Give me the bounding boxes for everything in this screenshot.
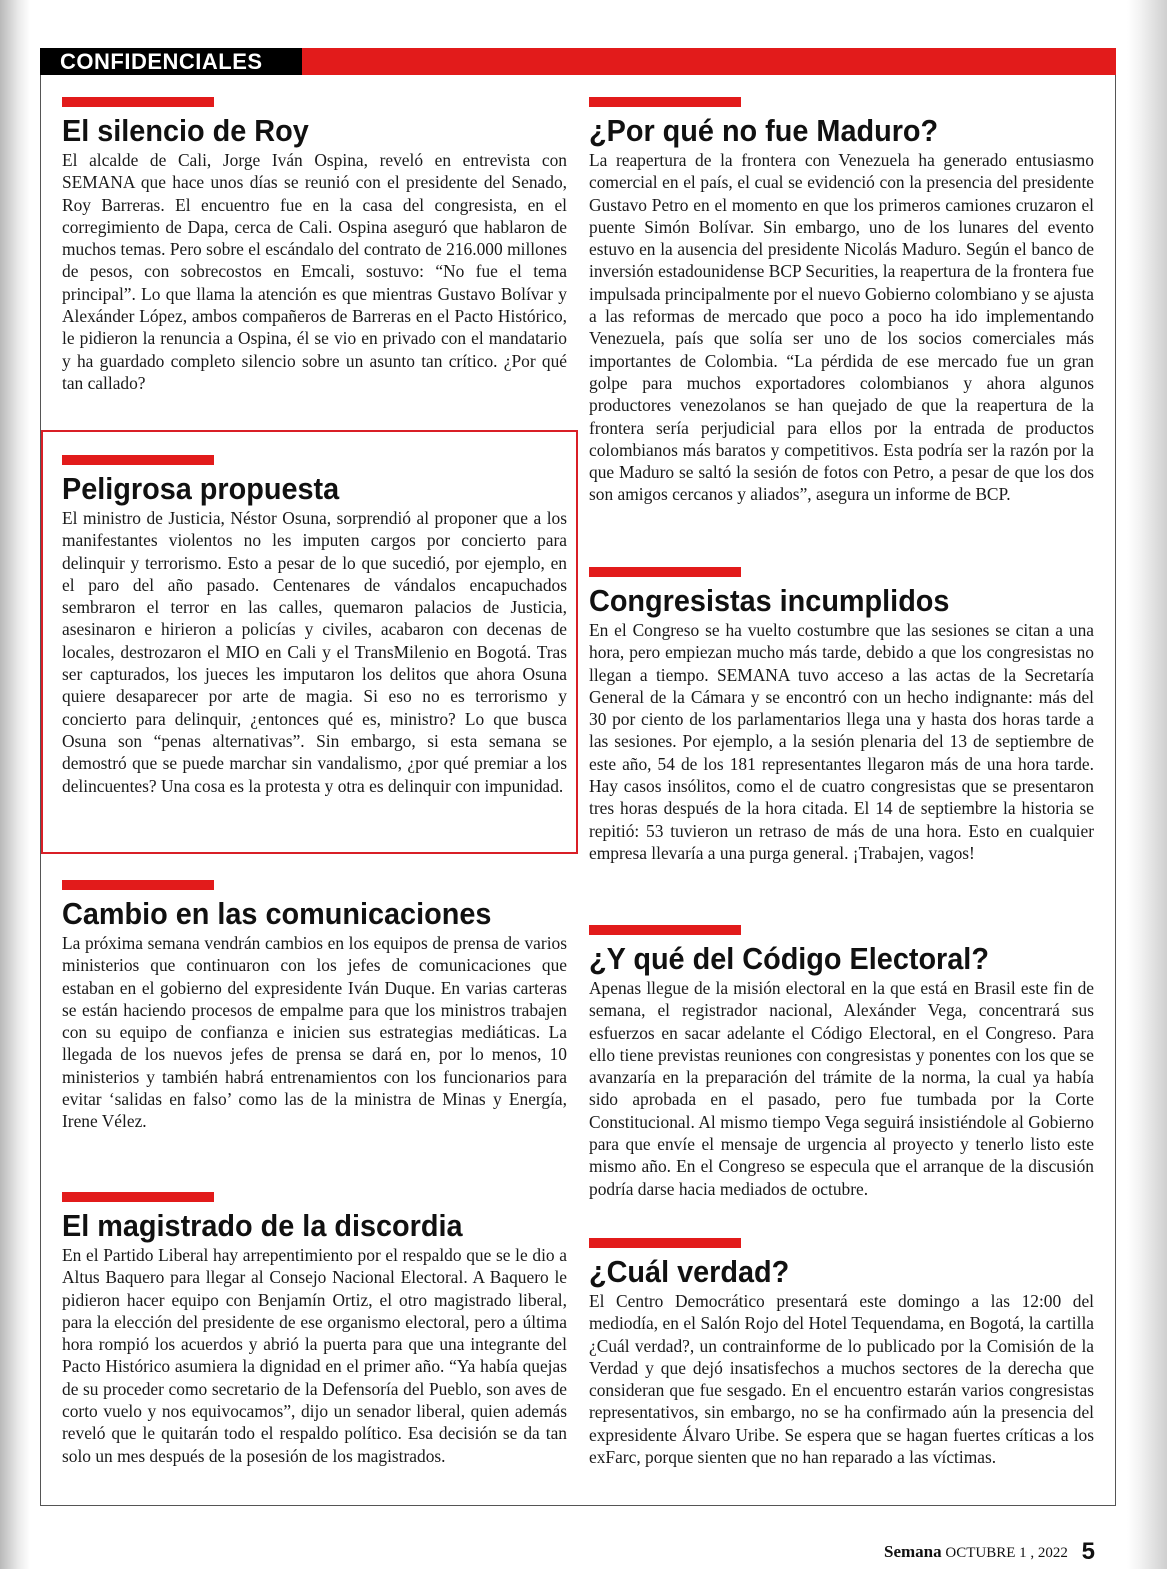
page-right-shadow [1127,0,1167,1569]
article-title: El magistrado de la discordia [62,1208,463,1243]
article-title: Congresistas incumplidos [589,583,950,618]
magazine-name: Semana [884,1542,942,1561]
article-accent-bar [589,567,741,577]
article-por-que-no-fue-maduro [589,97,1094,506]
article-title: Cambio en las comunicaciones [62,896,492,931]
article-title: ¿Por qué no fue Maduro? [589,113,939,148]
article-cambio-comunicaciones [62,880,567,1133]
article-accent-bar [62,1192,214,1202]
article-body: El alcalde de Cali, Jorge Iván Ospina, reveló en entrevista con SEMANA que hace unos días se reunió con el presidente del Senado, Roy Barreras. El encuentro fue en la casa del congresista, en el corregimiento de Dapa, cerca de Cali. Ospina aseguró que hablaron de muchos temas. Pero sobre el escándalo del contrato de 216.000 millones de pesos, con sobrecostos en Emcali, sostuvo: “No fue el tema principal”. Lo que llama la atención es que mientras Gustavo Bolívar y Alexánder López, ambos compañeros de Barreras en el Pacto Histórico, le pidieron la renuncia a Ospina, él se vio en privado con el mandatario y ha guardado completo silencio sobre un asunto tan crítico. ¿Por qué tan callado? [62,150,567,393]
page-number: 5 [1081,1538,1095,1565]
article-body: El Centro Democrático presentará este domingo a las 12:00 del mediodía, en el Salón Rojo del Hotel Tequendama, en Bogotá, la cartilla ¿Cuál verdad?, un contrainforme de lo publicado por la Comisión de la Verdad y que dejó insatisfechos a muchos sectores de la derecha que consideran que fue sesgado. En el encuentro estarán varios congresistas representativos, sin embargo, no se ha confirmado aún la presencia del expresidente Álvaro Uribe. Se espera que se hagan fuertes críticas a los exFarc, porque sienten que no han reparado a las víctimas. [589,1291,1094,1468]
article-accent-bar [589,97,741,107]
article-peligrosa-propuesta [62,455,567,797]
article-cual-verdad [589,1238,1094,1468]
article-codigo-electoral [589,925,1094,1200]
article-silencio-de-roy [62,97,567,394]
article-body: El ministro de Justicia, Néstor Osuna, sorprendió al proponer que a los manifestantes violentos no les imputen cargos por concierto para delinquir y terrorismo. Esto a pesar de lo que sucedió, por ejemplo, en el paro del año pasado. Centenares de vándalos encapuchados sembraron el terror en las calles, quemaron palacios de Justicia, asesinaron e hirieron a policías y civiles, acabaron con decenas de locales, destrozaron el MIO en Cali y el TransMilenio en Bogotá. Tras ser capturados, los jueces les imputaron los delitos que ahora Osuna quiere desaparecer por arte de magia. Si eso no es terrorismo y concierto para delinquir, ¿entonces qué es, ministro? Lo que busca Osuna son “penas alternativas”. Sin embargo, si esta semana se demostró que se puede marchar sin vandalismo, ¿por qué premiar a los delincuentes? Una cosa es la protesta y otra es delinquir con impunidad. [62,508,567,796]
article-accent-bar [589,925,741,935]
section-label: CONFIDENCIALES [40,48,302,75]
article-title: Peligrosa propuesta [62,471,340,506]
article-accent-bar [62,97,214,107]
page-footer [884,1536,1095,1564]
article-body: En el Partido Liberal hay arrepentimiento por el respaldo que se le dio a Altus Baquero para llegar al Consejo Nacional Electoral. A Baquero le pidieron hacer equipo con Benjamín Ortiz, el otro magistrado liberal, para la elección del presidente de ese organismo electoral, pero a última hora rompió los acuerdos y abrió la puerta para que una integrante del Pacto Histórico asumiera la dignidad en el primer año. “Ya había quejas de su proceder como secretario de la Defensoría del Pueblo, son aves de corto vuelo y nos equivocamos”, dijo un senador liberal, quien además reveló que le quitarán todo el respaldo político. Esa decisión se da tan solo un mes después de la posesión de los magistrados. [62,1245,567,1466]
article-body: La reapertura de la frontera con Venezuela ha generado entusiasmo comercial en el país, el cual se evidenció con la presencia del presidente Gustavo Petro en el momento en que los primeros camiones cruzaron el puente Simón Bolívar. Sin embargo, uno de los lunares del evento estuvo en la ausencia del presidente Nicolás Maduro. Según el banco de inversión estadounidense BCP Securities, la reapertura de la frontera fue impulsada principalmente por el nuevo Gobierno colombiano y se ajusta a las reformas de mercado que poco a poco ha ido implementando Venezuela, país que solía ser uno de los socios comerciales más importantes de Colombia. “La pérdida de ese mercado fue un gran golpe para muchos exportadores colombianos y ahora algunos productores venezolanos se han quejado de que la reapertura de la frontera sería perjudicial para ellos por la entrada de productos colombianos más baratos y competitivos. Esta podría ser la razón por la que Maduro se saltó la sesión de fotos con Petro, a pesar de que los dos son amigos cercanos y aliados”, asegura un informe de BCP. [589,150,1094,505]
article-congresistas-incumplidos [589,567,1094,864]
article-magistrado-discordia [62,1192,567,1467]
article-body: Apenas llegue de la misión electoral en la que está en Brasil este fin de semana, el registrador nacional, Alexánder Vega, concentrará sus esfuerzos en sacar adelante el Código Electoral, en el Congreso. Para ello tiene previstas reuniones con congresistas y ponentes con los que se avanzaría en la preparación del trámite de la norma, la cual ya había sido aprobada en el pasado, pero fue tumbada por la Corte Constitucional. Al mismo tiempo Vega seguirá insistiéndole al Gobierno para que envíe el mensaje de urgencia al proyecto y tenerlo listo este mismo año. En el Congreso se especula que el arranque de la discusión podría darse hacia mediados de octubre. [589,978,1094,1199]
article-accent-bar [62,880,214,890]
issue-date: OCTUBRE 1 , 2022 [945,1545,1068,1561]
page-left-shadow [0,0,30,1569]
article-body: La próxima semana vendrán cambios en los equipos de prensa de varios ministerios que continuaron con los jefes de comunicaciones que estaban en el gobierno del expresidente Iván Duque. En varias carteras se están haciendo procesos de empalme para que los ministros trabajen con su equipo de confianza e inicien sus estrategias mediáticas. La llegada de los nuevos jefes de prensa se dará en, por lo menos, 10 ministerios y también habrá entrenamientos con los funcionarios para evitar ‘salidas en falso’ como las de la ministra de Minas y Energía, Irene Vélez. [62,933,567,1132]
article-title: ¿Y qué del Código Electoral? [589,941,989,976]
article-accent-bar [62,455,214,465]
article-title: El silencio de Roy [62,113,309,148]
article-accent-bar [589,1238,741,1248]
article-title: ¿Cuál verdad? [589,1254,790,1289]
article-body: En el Congreso se ha vuelto costumbre que las sesiones se citan a una hora, pero empiezan mucho más tarde, debido a que los congresistas no llegan a tiempo. SEMANA tuvo acceso a las actas de la Secretaría General de la Cámara y se encontró con un hecho indignante: más del 30 por ciento de los parlamentarios llega una y hasta dos horas tarde a las sesiones. Por ejemplo, a la sesión plenaria del 13 de septiembre de este año, 54 de los 181 representantes llegaron más de una hora tarde. Hay casos insólitos, como el de cuatro congresistas que se presentaron tres horas después de la hora citada. El 14 de septiembre la historia se repitió: 53 tuvieron un retraso de más de una hora. Esto en cualquier empresa llevaría a una purga general. ¡Trabajen, vagos! [589,620,1094,863]
